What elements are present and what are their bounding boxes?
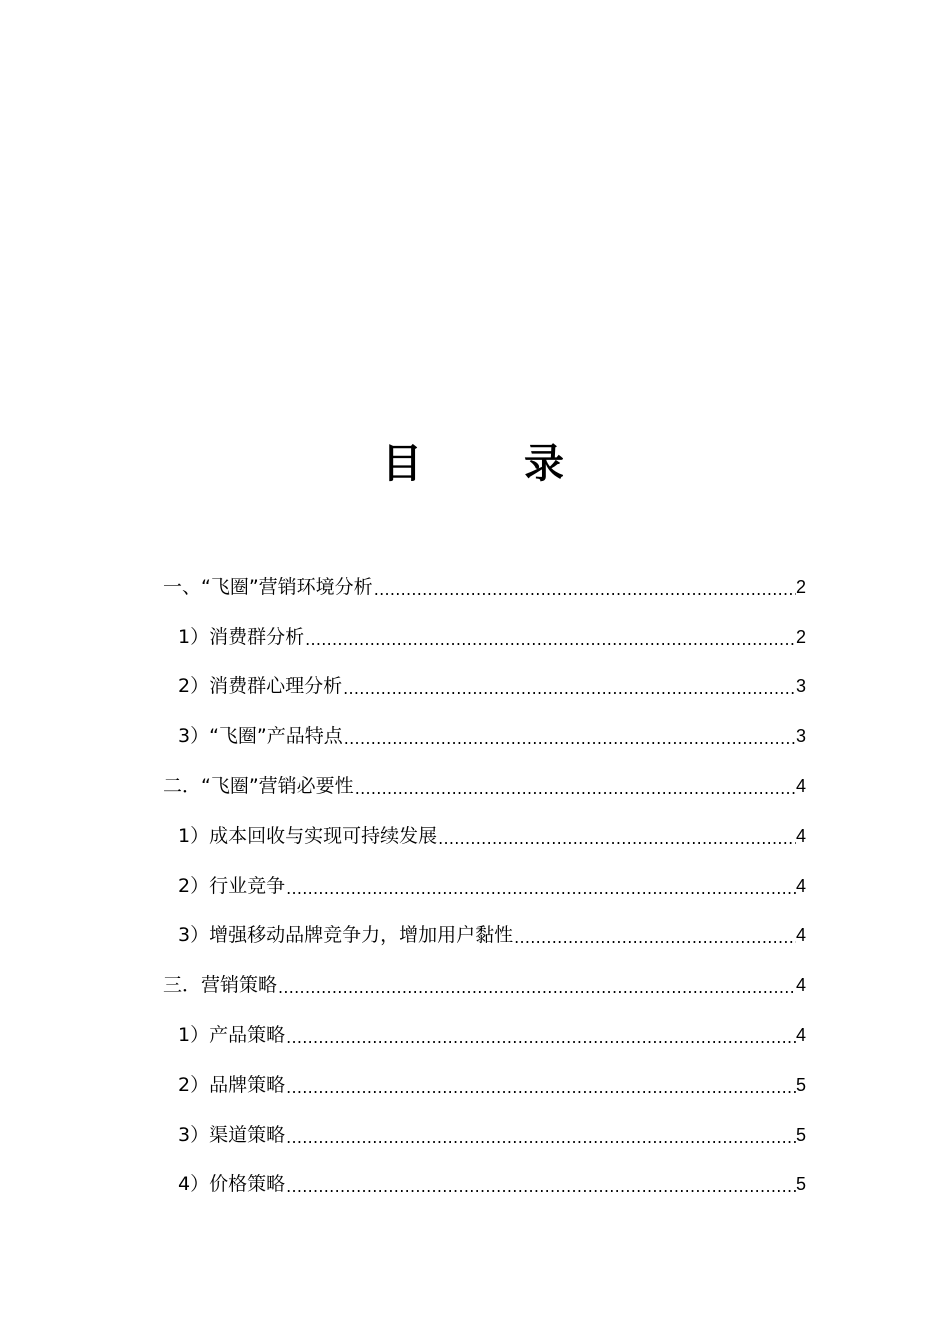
toc-dot-leader [354, 771, 796, 801]
toc-dot-leader [342, 671, 796, 701]
toc-entry-label: 二．“飞圈”营销必要性 [163, 774, 354, 797]
toc-entry-label: 三．营销策略 [163, 974, 278, 997]
toc-dot-leader [285, 1120, 796, 1150]
toc-entry[interactable] [163, 1100, 806, 1150]
toc-entry-label: 2）行业竞争 [178, 874, 286, 897]
toc-entry-page: 3 [795, 676, 806, 697]
toc-entry-page: 5 [795, 1174, 806, 1195]
toc-entry-label: 1）成本回收与实现可持续发展 [178, 824, 438, 847]
toc-entry-page: 2 [795, 626, 806, 647]
toc-title: 目 录 [382, 440, 608, 487]
toc-entry[interactable] [163, 901, 806, 951]
toc-entry[interactable] [163, 652, 806, 702]
toc-entry-page: 3 [795, 726, 806, 747]
toc-entry-page: 4 [795, 1024, 806, 1045]
toc-dot-leader [513, 920, 796, 950]
toc-entry[interactable] [163, 751, 806, 801]
toc-entry-label: 1）产品策略 [178, 1023, 286, 1046]
toc-dot-leader [285, 1020, 796, 1050]
toc-entry[interactable] [163, 1050, 806, 1100]
toc-entry-page: 5 [795, 1124, 806, 1145]
toc-entry[interactable] [163, 701, 806, 751]
toc-entry[interactable] [163, 1150, 806, 1200]
toc-dot-leader [304, 622, 796, 652]
toc-entry[interactable] [163, 950, 806, 1000]
toc-dot-leader [285, 871, 796, 901]
toc-entry-page: 2 [795, 576, 806, 597]
toc-list [163, 552, 806, 1199]
toc-entry-label: 3）渠道策略 [178, 1123, 286, 1146]
toc-entry-label: 4）价格策略 [178, 1173, 286, 1196]
toc-entry-page: 4 [795, 975, 806, 996]
toc-entry[interactable] [163, 851, 806, 901]
toc-entry-label: 一、“飞圈”营销环境分析 [163, 575, 373, 598]
toc-entry-page: 4 [795, 925, 806, 946]
toc-entry[interactable] [163, 602, 806, 652]
toc-entry-label: 2）消费群心理分析 [178, 675, 343, 698]
toc-entry-label: 1）消费群分析 [178, 625, 305, 648]
toc-dot-leader [437, 821, 796, 851]
toc-entry-label: 2）品牌策略 [178, 1073, 286, 1096]
toc-entry-label: 3）增强移动品牌竞争力，增加用户黏性 [178, 924, 514, 947]
toc-entry[interactable] [163, 552, 806, 602]
toc-entry-page: 4 [795, 775, 806, 796]
toc-entry[interactable] [163, 801, 806, 851]
toc-dot-leader [285, 1169, 796, 1199]
toc-entry[interactable] [163, 1000, 806, 1050]
toc-dot-leader [373, 572, 796, 602]
toc-entry-page: 5 [795, 1074, 806, 1095]
toc-dot-leader [285, 1070, 796, 1100]
toc-entry-label: 3）“飞圈”产品特点 [178, 725, 343, 748]
toc-entry-page: 4 [795, 875, 806, 896]
toc-dot-leader [277, 970, 796, 1000]
toc-entry-page: 4 [795, 825, 806, 846]
toc-dot-leader [343, 721, 796, 751]
